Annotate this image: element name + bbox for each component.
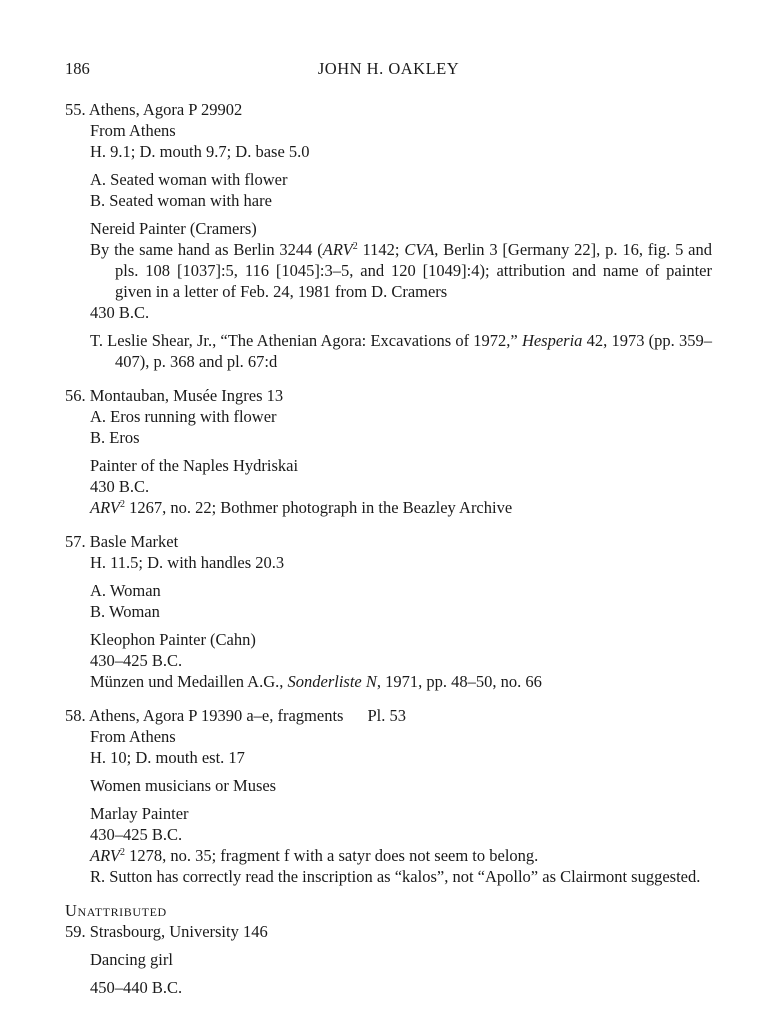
date-text: 430 B.C. bbox=[90, 303, 150, 322]
entry-heading: 58. Athens, Agora P 19390 a–e, fragments bbox=[65, 706, 344, 725]
entry-painter: Painter of the Naples Hydriskai bbox=[90, 456, 299, 475]
entry-side-b: B. Eros bbox=[90, 428, 140, 447]
entry-date bbox=[65, 650, 712, 671]
entry-heading-row bbox=[65, 705, 712, 726]
journal-title: Hesperia bbox=[521, 331, 583, 350]
arv-superscript: 2 bbox=[119, 847, 125, 858]
page-header bbox=[65, 58, 712, 82]
date-text: 450–440 B.C. bbox=[90, 978, 183, 997]
entry-side-a: A. Woman bbox=[90, 581, 161, 600]
plate-reference: Pl. 53 bbox=[367, 706, 406, 725]
entry-side-a: A. Seated woman with flower bbox=[90, 170, 288, 189]
bibliography-text-1: T. Leslie Shear, Jr., “The Athenian Agora: Excavations of 1972,” bbox=[90, 331, 522, 350]
entry-bibliography bbox=[65, 497, 712, 518]
entry-subject: Dancing girl bbox=[90, 950, 173, 969]
entry-side-b: B. Seated woman with hare bbox=[90, 191, 272, 210]
arv-superscript: 2 bbox=[119, 499, 125, 510]
entry-date bbox=[65, 824, 712, 845]
arv-abbrev: ARV bbox=[90, 846, 120, 865]
arv-abbrev: ARV bbox=[322, 240, 353, 259]
entry-provenance: From Athens bbox=[90, 727, 176, 746]
entry-bibliography bbox=[65, 845, 712, 866]
entry-bibliography bbox=[65, 330, 712, 372]
catalogue-content bbox=[65, 99, 712, 1011]
entry-date bbox=[65, 302, 712, 323]
entry-painter: Nereid Painter (Cramers) bbox=[90, 219, 257, 238]
attribution-text-2: 1142; bbox=[357, 240, 405, 259]
catalogue-entry-56 bbox=[65, 385, 712, 518]
catalogue-entry-57 bbox=[65, 531, 712, 692]
attribution-text-1: By the same hand as Berlin 3244 ( bbox=[90, 240, 323, 259]
entry-painter: Marlay Painter bbox=[90, 804, 189, 823]
catalogue-entry-58 bbox=[65, 705, 712, 887]
catalogue-entry-55 bbox=[65, 99, 712, 372]
entry-heading: 57. Basle Market bbox=[65, 532, 179, 551]
publication-title: Sonderliste N bbox=[287, 672, 377, 691]
entry-bibliography bbox=[65, 671, 712, 692]
attribution-text-3: , Berlin 3 [Germany 22], p. 16, fig. 5 and pls. 108 [1037]:5, 116 [1045]:3–5, and 120 [1049]:4); attribution and name of painter given in a letter of Feb. 24, 1981 from D. Cramers bbox=[115, 240, 712, 301]
entry-heading: 59. Strasbourg, University 146 bbox=[65, 922, 268, 941]
entry-dimensions: H. 9.1; D. mouth 9.7; D. base 5.0 bbox=[90, 142, 310, 161]
entry-heading: 56. Montauban, Musée Ingres 13 bbox=[65, 386, 284, 405]
bibliography-text-2: , 1971, pp. 48–50, no. 66 bbox=[376, 672, 542, 691]
entry-subject: Women musicians or Muses bbox=[90, 776, 277, 795]
date-text: 430 B.C. bbox=[90, 477, 150, 496]
bibliography-text: 1278, no. 35; fragment f with a satyr does not seem to belong. bbox=[124, 846, 539, 865]
entry-painter: Kleophon Painter (Cahn) bbox=[90, 630, 256, 649]
date-text: 430–425 B.C. bbox=[90, 825, 183, 844]
entry-dimensions: H. 10; D. mouth est. 17 bbox=[90, 748, 245, 767]
entry-heading: 55. Athens, Agora P 29902 bbox=[65, 100, 243, 119]
entry-side-b: B. Woman bbox=[90, 602, 160, 621]
entry-dimensions: H. 11.5; D. with handles 20.3 bbox=[90, 553, 285, 572]
bibliography-text-1: Münzen und Medaillen A.G., bbox=[90, 672, 288, 691]
arv-abbrev: ARV bbox=[90, 498, 120, 517]
entry-date bbox=[65, 977, 712, 998]
page-number: 186 bbox=[65, 59, 90, 78]
entry-side-a: A. Eros running with flower bbox=[90, 407, 277, 426]
arv-superscript: 2 bbox=[352, 241, 358, 252]
entry-date bbox=[65, 476, 712, 497]
catalogue-entry-59 bbox=[65, 921, 712, 998]
entry-note: R. Sutton has correctly read the inscription as “kalos”, not “Apollo” as Clairmont suggested. bbox=[90, 867, 701, 886]
bibliography-text-2: 42, 1973 (pp. 359–407), p. 368 and pl. 67:d bbox=[115, 331, 713, 371]
entry-provenance: From Athens bbox=[90, 121, 176, 140]
running-head: JOHN H. OAKLEY bbox=[317, 59, 460, 78]
cva-abbrev: CVA bbox=[404, 240, 435, 259]
section-heading-unattributed: Unattributed bbox=[65, 901, 167, 920]
date-text: 430–425 B.C. bbox=[90, 651, 183, 670]
bibliography-text: 1267, no. 22; Bothmer photograph in the Beazley Archive bbox=[124, 498, 513, 517]
entry-attribution bbox=[65, 239, 712, 302]
